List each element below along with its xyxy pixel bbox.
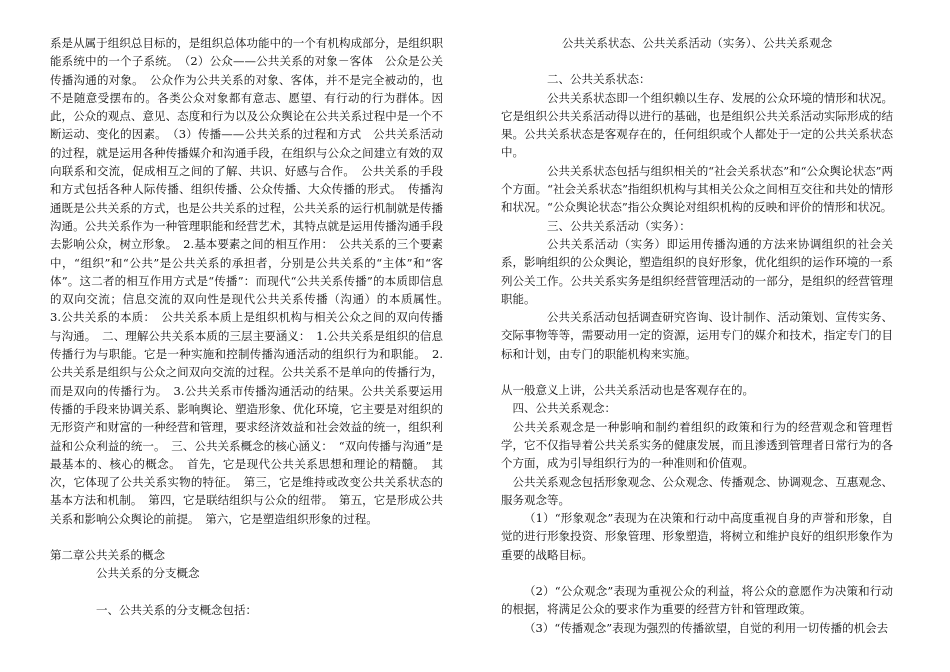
section-title: 公共关系的分支概念 <box>96 566 200 581</box>
heading-state: 二、公共关系状态： <box>547 72 651 87</box>
spacer <box>501 52 893 70</box>
concept-paragraph-4: （2）“公众观念”表现为重视公众的利益，将公众的意愿作为决策和行动的根据，将满足公众的要求作为重要的经营方针和管理政策。 <box>501 584 893 617</box>
spacer <box>50 528 443 546</box>
concept-paragraph-5: （3）“传播观念”表现为强烈的传播欲望，自觉的利用一切传播的机会去 <box>524 620 889 635</box>
concepts-line: 公共关系状态、公共关系活动（实务）、公共关系观念 <box>561 36 833 50</box>
chapter-title: 第二章公共关系的概念 <box>50 548 165 563</box>
activity-paragraph-2: 公共关系活动包括调查研究咨询、设计制作、活动策划、宣传实务、交际事物等等，需要动用一定的资源，运用专门的媒介和技术，指定专门的目标和计划，由专门的职能机构来实施。 <box>501 310 893 361</box>
left-body-text: 系是从属于组织总目标的，是组织总体功能中的一个有机构成部分，是组织职能系统中的一个子系统。 （2）公众——公共关系的对象－客体 公众是公关传播沟通的对象。 公众作为公共关系的对象、客体，并不是完全被动的，也不是随意受摆布的。各类公众对象都有意志、愿望、有行动的行为群体。因此，公众的观点、意见、态度和行为以及公众舆论在公共关系过程中是一个不断运动、变化的因素。 （3）传播——公共关系的过程和方式 公共关系活动的过程，就是运用各种传播媒介和沟通手段，在组织与公众之间建立有效的双向联系和交流，促成相互之间的了解、共识、好感与合作。 公共关系的手段和方式包括各种人际传播、组织传播、公众传播、大众传播的形式。 传播沟通既是公共关系的方式，也是公共关系的过程，公共关系的运行机制就是传播沟通。公共关系作为一种管理职能和经营艺术，其特点就是运用传播沟通手段去影响公众，树立形象。 2.基本要素之间的相互作用： 公共关系的三个要素中，“组织”和“公共”是公共关系的承担者，分别是公共关系的“主体”和“客体”。这二者的相互作用方式是“传播”：而现代“公共关系传播”的本质即信息的双向交流；信息交流的双向性是现代公共关系传播（沟通）的本质属性。 3.公共关系的本质： 公共关系本质上是组织机构与相关公众之间的双向传播与沟通。 二、理解公共关系本质的三层主要涵义： 1.公共关系是组织的信息传播行为与职能。它是一种实施和控制传播沟通活动的组织行为和职能。 2.公共关系是组织与公众之间双向交流的过程。公共关系不是单向的传播行为，而是双向的传播行为。 3.公共关系市传播沟通活动的结果。公共关系要运用传播的手段来协调关系、影响舆论、塑造形象、优化环境，它主要是对组织的无形资产和财富的一种经营和管理，要求经济效益和社会效益的统一，组织利益和公众利益的统一。 三、公共关系概念的核心涵义： “双向传播与沟通”是最基本的、核心的概念。 首先，它是现代公共关系思想和理论的精髓。 其次，它体现了公共关系实物的特征。 第三，它是维持或改变公共关系状态的基本方法和机制。 第四，它是联结组织与公众的纽带。 第五，它是形成公共关系和影响公众舆论的前提。 第六，它是塑造组织形象的过程。 <box>50 36 455 526</box>
spacer <box>50 583 443 601</box>
state-paragraph-1: 公共关系状态即一个组织赖以生存、发展的公众环境的情形和状况。它是组织公共关系活动得以进行的基础，也是组织公共关系活动实际形成的结果。公共关系状态是客观存在的，任何组织或个人都处于一定的公共关系状态中。 <box>501 90 893 160</box>
spacer <box>501 363 893 381</box>
heading-concept: 四、公共关系观念： <box>512 401 616 416</box>
concept-paragraph-3: （1）“形象观念”表现为在决策和行动中高度重视自身的声誉和形象，自觉的进行形象投资、形象管理、形象塑造，将树立和维护良好的组织形象作为重要的战略目标。 <box>501 511 893 562</box>
concept-paragraph-1: 公共关系观念是一种影响和制约着组织的政策和行为的经营观念和管理哲学，它不仅指导着公共关系实务的健康发展，而且渗透到管理者日常行为的各个方面，成为引导组织行为的一种准则和价值观。 <box>501 419 893 471</box>
left-column <box>50 34 455 619</box>
heading-activity: 三、公共关系活动（实务）： <box>547 218 691 233</box>
subsection-heading: 一、公共关系的分支概念包括： <box>96 602 257 617</box>
activity-paragraph-3: 从一般意义上讲，公共关系活动也是客观存在的。 <box>501 383 754 398</box>
state-paragraph-2: 公共关系状态包括与组织相关的“社会关系状态”和“公众舆论状态”两个方面。“社会关系状态”指组织机构与其相关公众之间相互交往和共处的情形和状况。“公众舆论状态”指公众舆论对组织机构的反映和评价的情形和状况。 <box>501 163 893 215</box>
right-column <box>501 34 893 637</box>
activity-paragraph-1: 公共关系活动（实务）即运用传播沟通的方法来协调组织的社会关系，影响组织的公众舆论，塑造组织的良好形象，优化组织的运作环境的一系列公关工作。公共关系实务是组织经营管理活动的一部分，是组织的经营管理职能。 <box>501 236 893 306</box>
spacer <box>501 564 893 582</box>
concept-paragraph-2: 公共关系观念包括形象观念、公众观念、传播观念、协调观念、互惠观念、服务观念等。 <box>501 474 893 507</box>
